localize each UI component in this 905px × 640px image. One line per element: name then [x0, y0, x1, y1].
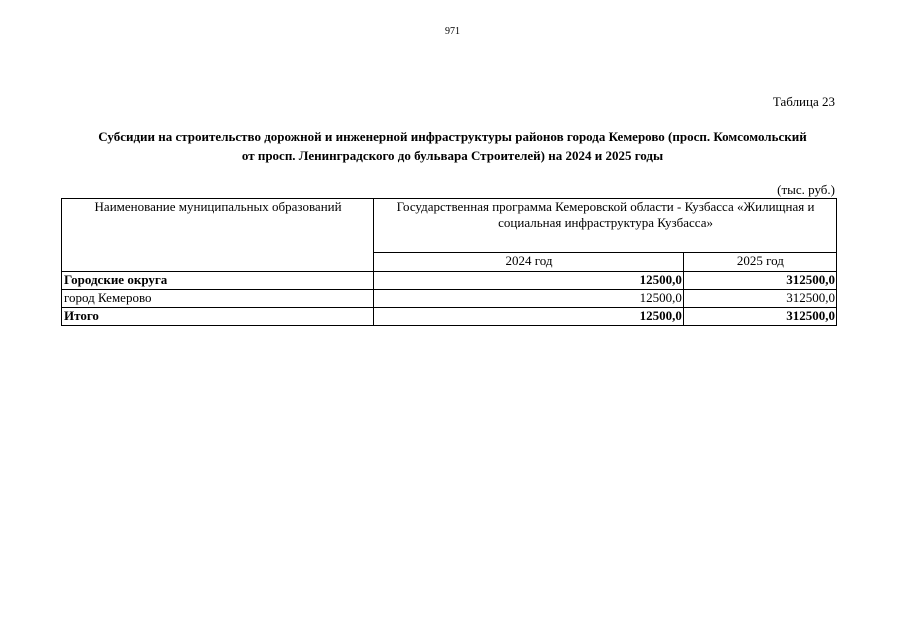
row-value-2024: 12500,0	[374, 290, 684, 308]
row-value-2025: 312500,0	[683, 290, 836, 308]
header-municipality: Наименование муниципальных образований	[62, 199, 374, 272]
row-value-2025: 312500,0	[683, 308, 836, 326]
page-number: 971	[445, 26, 460, 37]
units-label: (тыс. руб.)	[777, 182, 835, 197]
document-title-line-2: от просп. Ленинградского до бульвара Строителей) на 2024 и 2025 годы	[241, 148, 664, 163]
row-name: Городские округа	[62, 272, 374, 290]
header-year-2025: 2025 год	[683, 253, 836, 272]
subsidy-table	[61, 198, 837, 326]
table-label: Таблица 23	[772, 94, 835, 109]
row-name: Итого	[62, 308, 374, 326]
row-value-2024: 12500,0	[374, 308, 684, 326]
table-row-urban-districts	[62, 272, 837, 290]
document-title-line-1: Субсидии на строительство дорожной и инженерной инфраструктуры районов города Кемерово (просп. Комсомольский	[98, 129, 807, 144]
table-header-row	[62, 199, 837, 253]
table-row-total	[62, 308, 837, 326]
header-year-2024: 2024 год	[374, 253, 684, 272]
header-program: Государственная программа Кемеровской области - Кузбасса «Жилищная и социальная инфраструктура Кузбасса»	[374, 199, 837, 253]
row-value-2024: 12500,0	[374, 272, 684, 290]
document-title	[60, 127, 845, 165]
row-value-2025: 312500,0	[683, 272, 836, 290]
table-row-kemerovo	[62, 290, 837, 308]
row-name: город Кемерово	[62, 290, 374, 308]
